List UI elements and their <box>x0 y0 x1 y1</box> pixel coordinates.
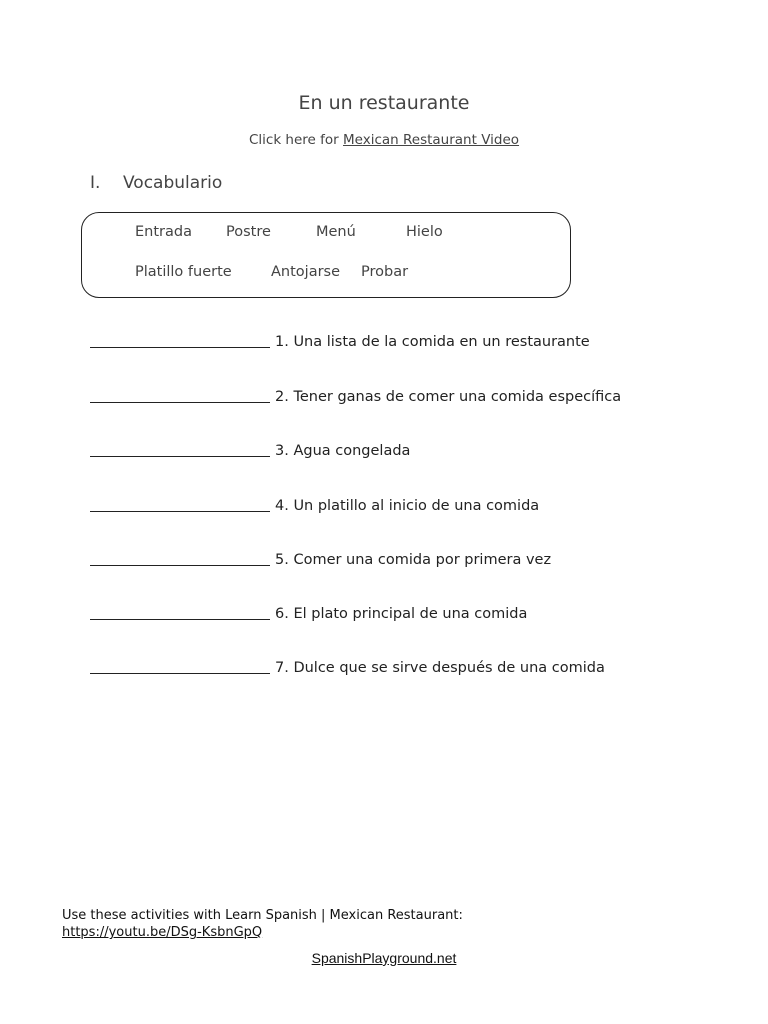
answer-blank[interactable] <box>90 565 270 566</box>
site-link-line <box>0 950 768 966</box>
question-row <box>90 328 710 350</box>
site-link[interactable]: SpanishPlayground.net <box>311 950 457 966</box>
answer-blank[interactable] <box>90 456 270 457</box>
question-row <box>90 383 710 405</box>
section-title: Vocabulario <box>123 173 223 193</box>
section-heading <box>90 173 222 193</box>
question-row <box>90 654 710 676</box>
footer-note-text: Use these activities with Learn Spanish | Mexican Restaurant: <box>62 908 463 923</box>
answer-blank[interactable] <box>90 619 270 620</box>
word-bank-box <box>81 212 571 298</box>
word-bank-item: Menú <box>316 224 356 240</box>
question-row <box>90 546 710 568</box>
word-bank-item: Postre <box>226 224 271 240</box>
answer-blank[interactable] <box>90 673 270 674</box>
question-text: 5. Comer una comida por primera vez <box>275 552 552 568</box>
footer-note <box>62 907 463 941</box>
section-number: I. <box>90 173 101 193</box>
question-text: 2. Tener ganas de comer una comida específica <box>275 389 622 405</box>
word-bank-item: Hielo <box>406 224 443 240</box>
word-bank-item: Antojarse <box>271 264 341 280</box>
video-link-line <box>0 132 768 148</box>
youtube-link[interactable]: https://youtu.be/DSg-KsbnGpQ <box>62 925 263 940</box>
word-bank-item: Entrada <box>135 224 192 240</box>
video-link-prefix: Click here for <box>248 132 343 148</box>
question-text: 1. Una lista de la comida en un restaurante <box>275 334 590 350</box>
question-text: 6. El plato principal de una comida <box>275 606 528 622</box>
question-row <box>90 492 710 514</box>
page-title: En un restaurante <box>298 92 470 114</box>
answer-blank[interactable] <box>90 511 270 512</box>
question-row <box>90 600 710 622</box>
answer-blank[interactable] <box>90 402 270 403</box>
video-link[interactable]: Mexican Restaurant Video <box>343 132 520 148</box>
answer-blank[interactable] <box>90 347 270 348</box>
question-row <box>90 437 710 459</box>
word-bank-item: Probar <box>361 264 409 280</box>
word-bank-item: Platillo fuerte <box>135 264 232 280</box>
question-text: 3. Agua congelada <box>275 443 411 459</box>
question-text: 7. Dulce que se sirve después de una comida <box>275 660 605 676</box>
question-text: 4. Un platillo al inicio de una comida <box>275 498 540 514</box>
